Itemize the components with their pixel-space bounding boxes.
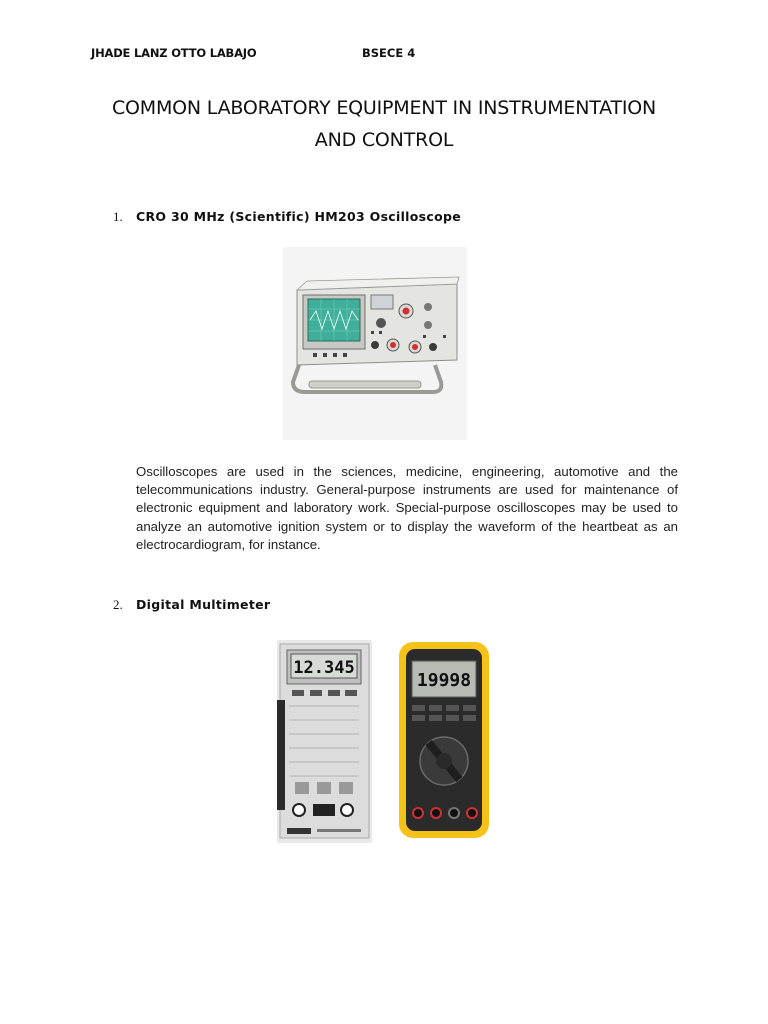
oscilloscope-image bbox=[283, 247, 467, 440]
item-1-heading: CRO 30 MHz (Scientific) HM203 Oscilloscope bbox=[136, 209, 462, 224]
page-title-line-2: AND CONTROL bbox=[314, 129, 454, 151]
bench-multimeter-display-text: 12.345 bbox=[293, 658, 355, 678]
bench-multimeter-image bbox=[277, 640, 372, 843]
item-2-heading: Digital Multimeter bbox=[136, 597, 271, 612]
header-author-name: JHADE LANZ OTTO LABAJO bbox=[91, 46, 257, 60]
handheld-multimeter-image bbox=[398, 641, 490, 839]
page-title-line-1: COMMON LABORATORY EQUIPMENT IN INSTRUMENTATION bbox=[111, 97, 657, 119]
item-1-number: 1. bbox=[113, 209, 123, 224]
item-2-number: 2. bbox=[113, 597, 123, 612]
header-course: BSECE 4 bbox=[362, 46, 416, 60]
page-title bbox=[90, 92, 678, 156]
item-1-description: Oscilloscopes are used in the sciences, medicine, engineering, automotive and the telecommunications industry. General-purpose instruments are used for maintenance of electronic equipment and laboratory work. Special-purpose oscilloscopes may be used to analyze an automotive ignition system or to display the waveform of the heartbeat as an electrocardiogram, for instance. bbox=[136, 464, 678, 552]
handheld-multimeter-display-text: 19998 bbox=[416, 670, 472, 691]
